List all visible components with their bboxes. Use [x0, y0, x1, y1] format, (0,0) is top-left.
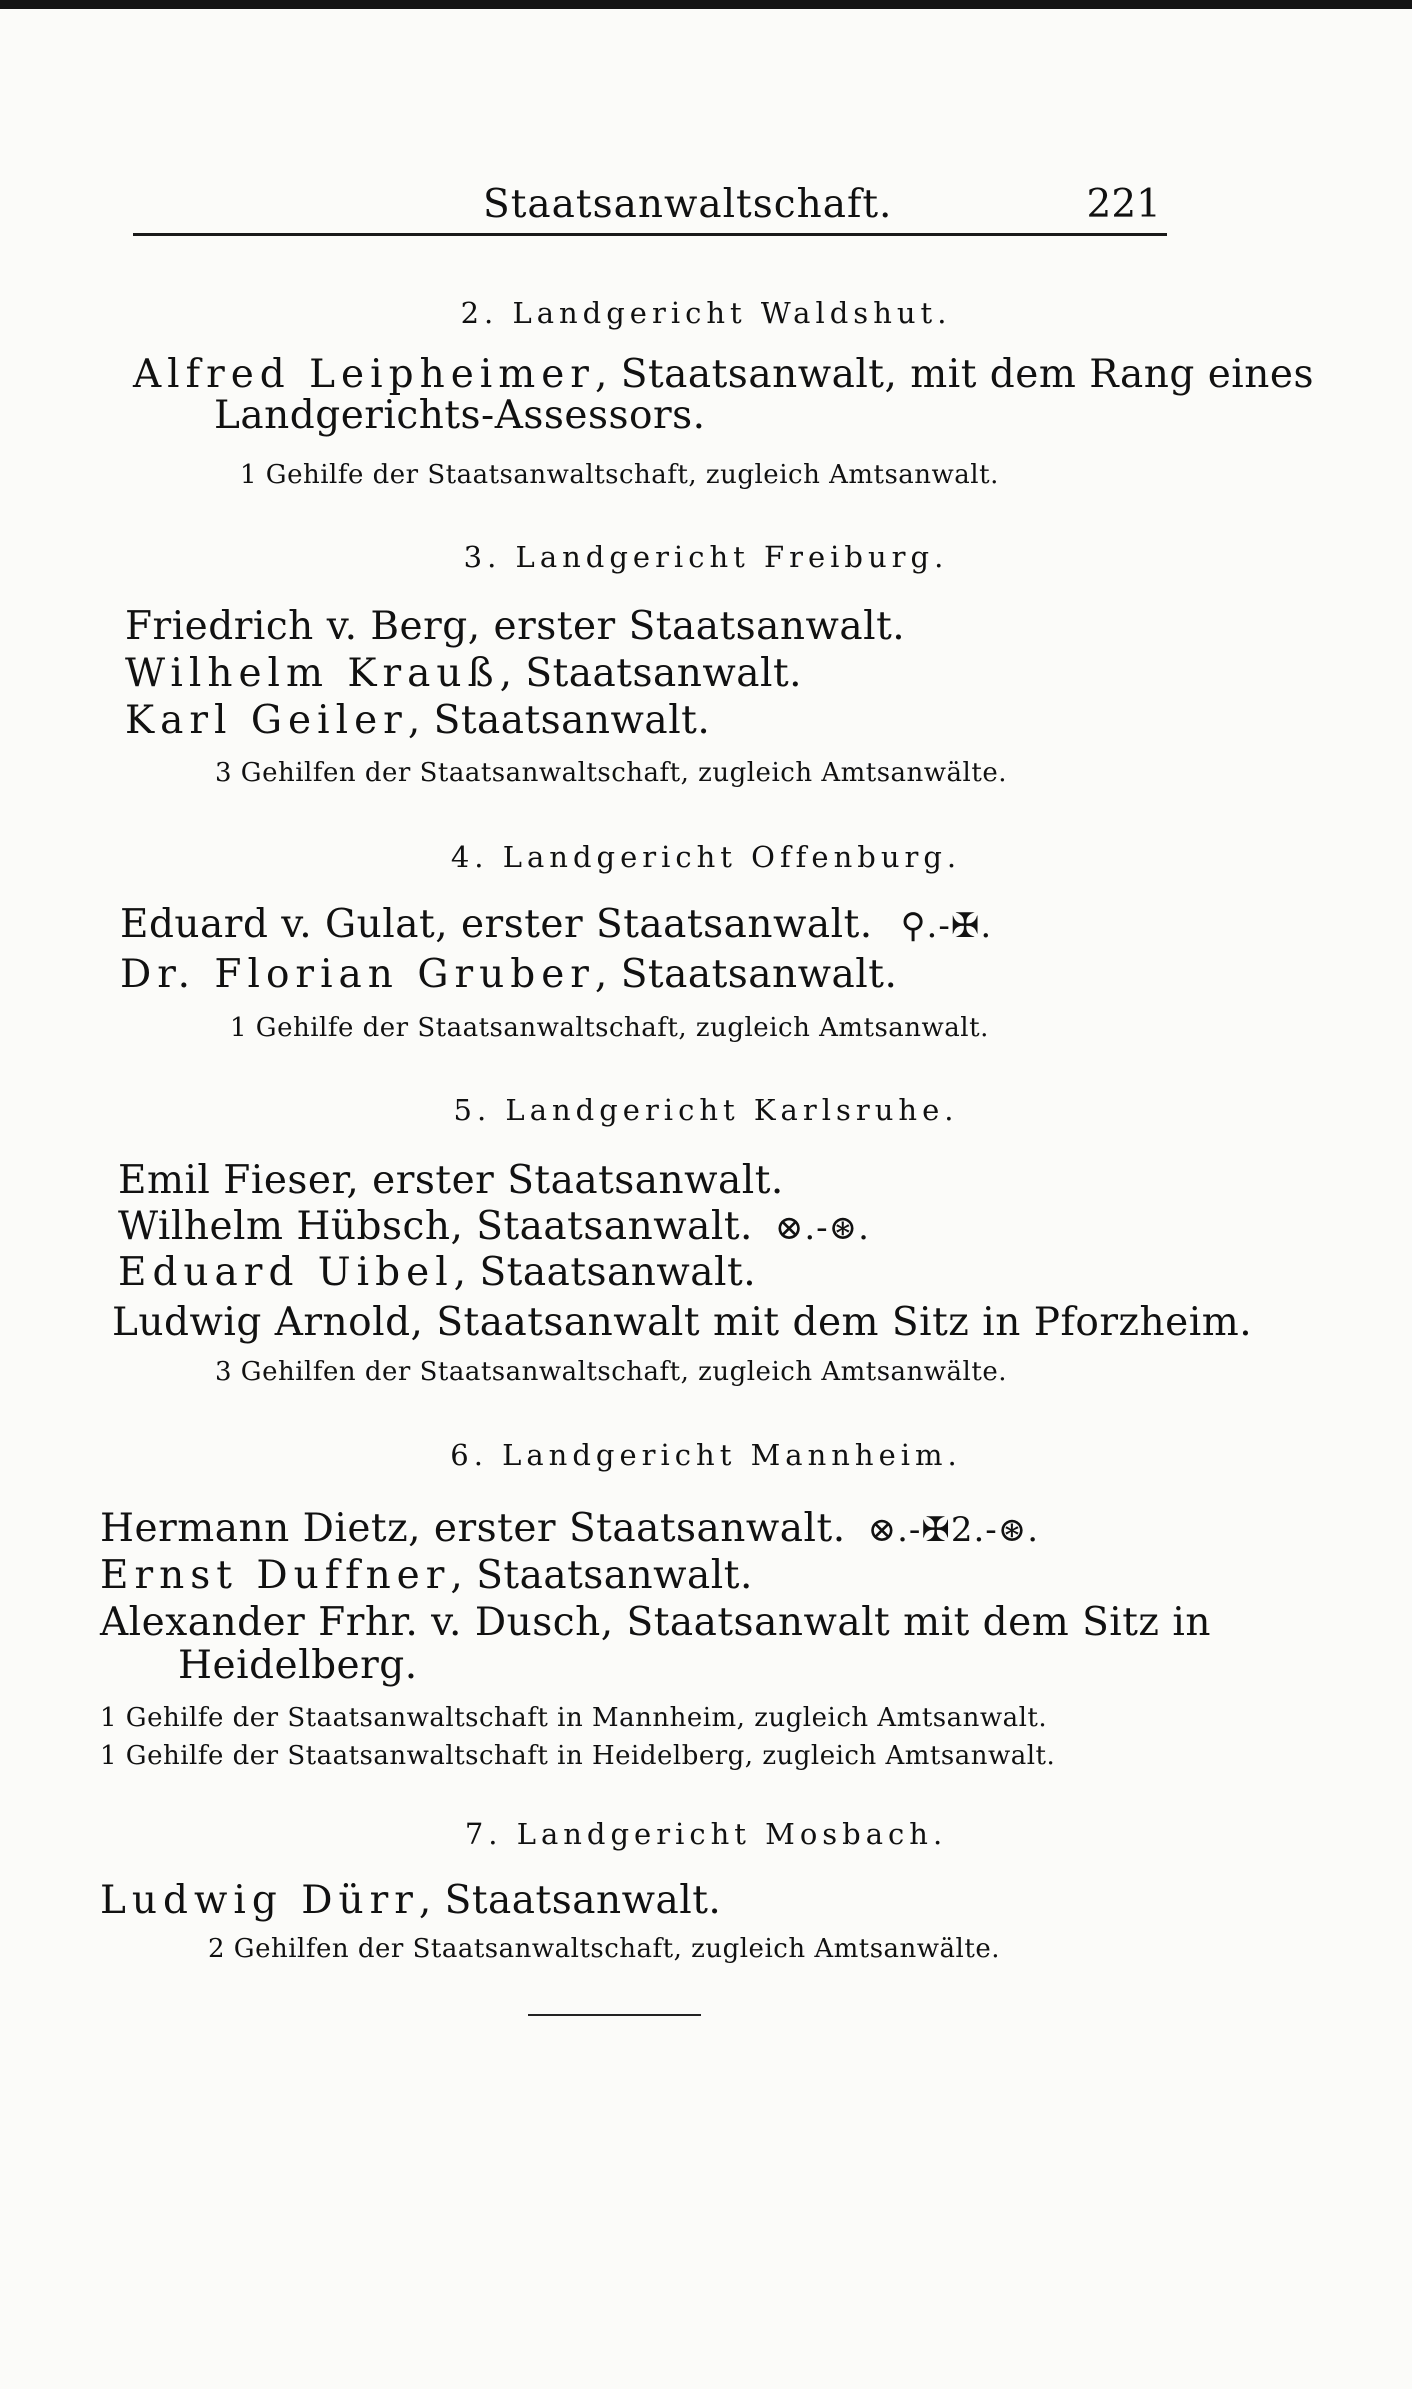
person-role: , Staatsanwalt.	[450, 1204, 753, 1249]
entry-line	[125, 698, 710, 743]
assistant-note: 3 Gehilfen der Staatsanwaltschaft, zugleich Amtsanwälte.	[215, 1357, 1007, 1387]
person-name: Ludwig Dürr	[100, 1878, 419, 1923]
section-title: 6. Landgericht Mannheim.	[450, 1438, 962, 1472]
page-number: 221	[1086, 182, 1161, 227]
person-role: , erster Staatsanwalt.	[467, 604, 906, 649]
person-role: , Staatsanwalt mit dem Sitz in Pforzheim.	[410, 1300, 1253, 1345]
person-name: Friedrich v. Berg	[125, 604, 468, 649]
person-name: Dr. Florian Gruber	[120, 952, 595, 997]
person-name: Eduard Uibel	[118, 1250, 454, 1295]
entry-line	[100, 1600, 1211, 1645]
section-title: 7. Landgericht Mosbach.	[464, 1817, 948, 1851]
entry-line	[133, 352, 1314, 397]
person-role: , erster Staatsanwalt.	[435, 902, 873, 947]
person-role: , Staatsanwalt.	[594, 952, 898, 997]
entry-line	[125, 651, 802, 696]
entry-line	[118, 1204, 870, 1249]
person-name: Karl Geiler	[125, 698, 408, 743]
entry-line	[120, 952, 897, 997]
section-title: 2. Landgericht Waldshut.	[460, 296, 952, 330]
person-role: , Staatsanwalt.	[407, 698, 711, 743]
person-name: Emil Fieser	[118, 1158, 347, 1203]
decoration-symbols: ⊗.-✠2.-⊛.	[867, 1510, 1040, 1550]
person-name: Alfred Leipheimer	[133, 352, 595, 397]
running-header	[133, 178, 1167, 234]
person-name: Wilhelm Hübsch	[118, 1204, 451, 1249]
assistant-note: 3 Gehilfen der Staatsanwaltschaft, zugleich Amtsanwälte.	[215, 758, 1007, 788]
decoration-symbols: ⚲.-✠.	[900, 906, 993, 946]
person-name: Hermann Dietz	[100, 1506, 409, 1551]
assistant-note: 1 Gehilfe der Staatsanwaltschaft, zugleich Amtsanwalt.	[240, 460, 999, 490]
assistant-note: 2 Gehilfen der Staatsanwaltschaft, zugleich Amtsanwälte.	[208, 1934, 1000, 1964]
person-name: Wilhelm Krauß	[125, 651, 500, 696]
person-role: , Staatsanwalt.	[453, 1250, 757, 1295]
top-scan-edge	[0, 0, 1412, 9]
entry-line	[100, 1506, 1039, 1551]
assistant-note: 1 Gehilfe der Staatsanwaltschaft, zugleich Amtsanwalt.	[230, 1013, 989, 1043]
entry-line	[112, 1300, 1252, 1345]
entry-line	[118, 1158, 784, 1203]
entry-line	[120, 902, 992, 947]
person-role: , erster Staatsanwalt.	[346, 1158, 784, 1203]
section-title: 4. Landgericht Offenburg.	[450, 840, 962, 874]
assistant-note: 1 Gehilfe der Staatsanwaltschaft in Mannheim, zugleich Amtsanwalt.	[100, 1703, 1048, 1733]
person-name: Ludwig Arnold	[112, 1300, 411, 1345]
header-rule	[133, 233, 1167, 236]
entry-continuation: Landgerichts-Assessors.	[214, 393, 706, 438]
entry-continuation: Heidelberg.	[178, 1643, 418, 1688]
header-title: Staatsanwaltschaft.	[483, 182, 893, 227]
person-name: Ernst Duffner	[100, 1553, 451, 1598]
person-name: Eduard v. Gulat	[120, 902, 436, 947]
person-role: , Staatsanwalt.	[418, 1878, 722, 1923]
person-role: , erster Staatsanwalt.	[408, 1506, 846, 1551]
entry-line	[125, 604, 905, 649]
entry-line	[100, 1878, 721, 1923]
person-role: , Staatsanwalt.	[450, 1553, 753, 1598]
end-rule	[528, 2014, 701, 2016]
decoration-symbols: ⊗.-⊛.	[774, 1208, 870, 1248]
person-name: Alexander Frhr. v. Dusch	[100, 1600, 601, 1645]
entry-line	[118, 1250, 756, 1295]
assistant-note: 1 Gehilfe der Staatsanwaltschaft in Heidelberg, zugleich Amtsanwalt.	[100, 1741, 1056, 1771]
section-title: 3. Landgericht Freiburg.	[463, 540, 949, 574]
person-role: , Staatsanwalt mit dem Sitz in	[600, 1600, 1211, 1645]
section-title: 5. Landgericht Karlsruhe.	[453, 1093, 959, 1127]
person-role: , Staatsanwalt.	[499, 651, 803, 696]
person-role: , Staatsanwalt, mit dem Rang eines	[594, 352, 1314, 397]
entry-line	[100, 1553, 753, 1598]
